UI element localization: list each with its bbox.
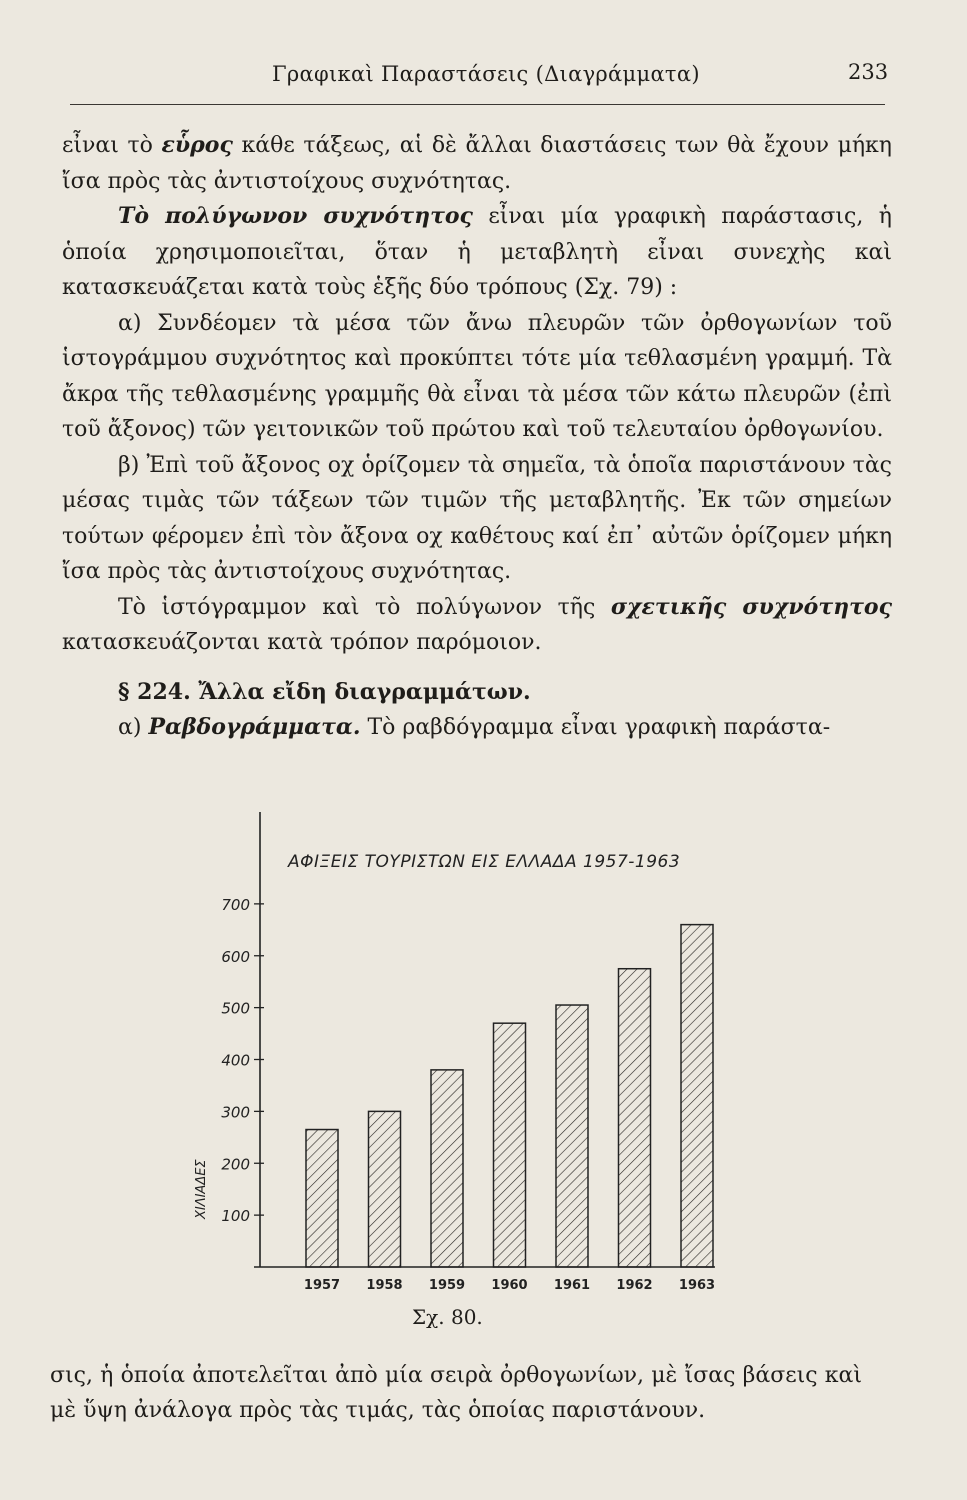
p5-emphasis: σχετικῆς συχνότητος: [610, 593, 892, 620]
paragraph-3: α) Συνδέομεν τὰ μέσα τῶν ἄνω πλευρῶν τῶν ὀρθογωνίων τοῦ ἱστογράμμου συχνότητος καὶ προκύπτει τότε μία τεθλασμένη γραμμή. Τὰ ἄκρα τῆς τεθλασμένης γραμμῆς θὰ εἶναι τὰ μέσα τῶν κάτω πλευρῶν (ἐπὶ τοῦ ἄξονος) τῶν γειτονικῶν τοῦ πρώτου καὶ τοῦ τελευταίου ὀρθογωνίου.: [62, 310, 892, 442]
y-axis-label: ΧΙΛΙΑΔΕΣ: [194, 1159, 209, 1220]
y-tick-label: 300: [221, 1103, 250, 1122]
paragraph-tail: σις, ἡ ὁποία ἀποτελεῖται ἀπὸ μία σειρὰ ὀρθογωνίων, μὲ ἴσας βάσεις καὶ μὲ ὕψη ἀνάλογα πρὸς τὰς τιμάς, τὰς ὁποίας παριστάνουν.: [50, 1363, 862, 1423]
x-tick-label: 1961: [553, 1278, 591, 1293]
section-heading: [62, 675, 892, 711]
p5-text-b: κατασκευάζονται κατὰ τρόπον παρόμοιον.: [62, 630, 542, 655]
section-title: Ἄλλα εἴδη διαγραμμάτων.: [190, 678, 531, 705]
chart-bars: [306, 925, 713, 1267]
x-tick-label: 1957: [303, 1278, 341, 1293]
paragraph-1: [62, 128, 892, 199]
x-tick-label: 1962: [616, 1278, 653, 1293]
x-tick-label: 1959: [428, 1278, 466, 1293]
y-tick-label: 100: [221, 1207, 250, 1226]
section-number: § 224.: [118, 678, 191, 705]
paragraph-4: β) Ἐπὶ τοῦ ἄξονος οχ ὁρίζομεν τὰ σημεῖα, τὰ ὁποῖα παριστάνουν τὰς μέσας τιμὰς τῶν τάξεων τῶν τιμῶν τῆς μεταβλητῆς. Ἐκ τῶν σημείων τούτων φέρομεν ἐπὶ τὸν ἄξονα οχ καθέτους καί ἐπ᾿ αὐτῶν ὁρίζομεν μήκη ἴσα πρὸς τὰς ἀντιστοίχους συχνότητας.: [62, 452, 892, 584]
chart-title: ΑΦΙΞΕΙΣ ΤΟΥΡΙΣΤΩΝ ΕΙΣ ΕΛΛΑΔΑ 1957-1963: [288, 852, 681, 872]
bar: [619, 969, 651, 1267]
y-tick-label: 500: [221, 999, 250, 1018]
p1-emphasis: εὗρος: [161, 132, 233, 158]
x-tick-label: 1958: [366, 1278, 403, 1293]
paragraph-6: [62, 710, 892, 746]
figure-caption: Σχ. 80.: [412, 1305, 483, 1329]
bar: [431, 1070, 463, 1267]
page-number: 233: [848, 60, 889, 84]
running-header-title: Γραφικαὶ Παραστάσεις (Διαγράμματα): [272, 62, 700, 86]
p6-text-b: Τὸ ραβδόγραμμα εἶναι γραφικὴ παράστα-: [360, 715, 831, 740]
paragraph-5: [62, 590, 892, 661]
p1-text-a: εἶναι τὸ: [62, 133, 162, 158]
p6-emphasis: Ραβδογράμματα.: [148, 714, 361, 740]
paragraph-2: [62, 199, 892, 306]
p2-emphasis: Τὸ πολύγωνον συχνότητος: [118, 203, 473, 229]
p1-text-b: κάθε τάξεως, αἱ δὲ ἄλλαι διαστάσεις των θὰ ἔχουν μήκη ἴσα πρὸς τὰς ἀντιστοίχους συχνότητας.: [62, 133, 892, 194]
x-tick-label: 1963: [678, 1278, 716, 1293]
x-tick-label: 1960: [491, 1278, 528, 1293]
bar: [556, 1005, 588, 1267]
bar: [681, 925, 713, 1267]
header-rule: [70, 104, 885, 105]
p5-text-a: Τὸ ἱστόγραμμον καὶ τὸ πολύγωνον τῆς: [118, 594, 611, 620]
bar: [306, 1130, 338, 1267]
body-text: [62, 128, 892, 746]
p6-text-a: α): [118, 715, 149, 740]
bar: [494, 1023, 526, 1267]
y-tick-label: 600: [221, 947, 250, 966]
y-tick-label: 700: [221, 895, 250, 914]
bar-chart: [160, 812, 730, 1302]
bar: [369, 1111, 401, 1267]
y-tick-label: 400: [221, 1051, 250, 1070]
y-tick-label: 200: [221, 1155, 250, 1174]
p2-text: εἶναι μία γραφικὴ παράστασις, ἡ ὁποία χρησιμοποιεῖται, ὅταν ἡ μεταβλητὴ εἶναι συνεχὴς καὶ κατασκευάζεται κατὰ τοὺς ἑξῆς δύο τρόπους (Σχ. 79) :: [62, 204, 892, 300]
